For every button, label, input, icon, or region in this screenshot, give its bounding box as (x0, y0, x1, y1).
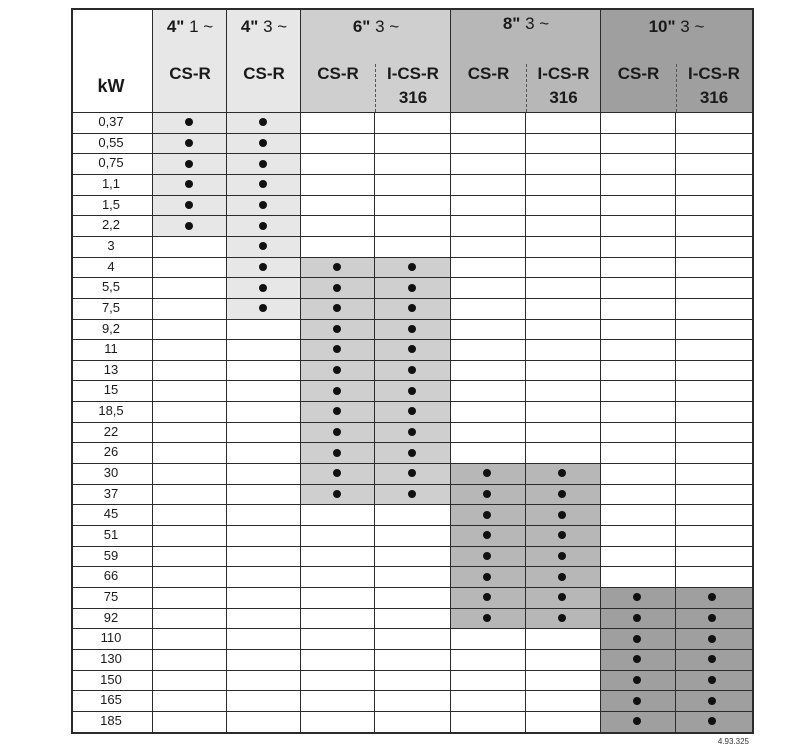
availability-dot (333, 387, 341, 395)
availability-dot (708, 614, 716, 622)
availability-dot (708, 676, 716, 684)
kw-value: 185 (100, 712, 122, 728)
availability-dot (333, 325, 341, 333)
availability-dot (483, 511, 491, 519)
availability-dot (708, 635, 716, 643)
group-size: 4" (240, 17, 259, 36)
col-header-4 (375, 62, 451, 110)
col-header-2 (227, 62, 301, 86)
availability-dot (259, 222, 267, 230)
kw-value: 0,75 (98, 155, 124, 171)
availability-dot (558, 552, 566, 560)
col-header-line1: CS-R (243, 64, 285, 83)
availability-dot (333, 428, 341, 436)
group-phase: 1 ~ (189, 17, 214, 36)
kw-value: 22 (103, 423, 119, 439)
col-header-line2: 316 (549, 88, 578, 107)
availability-dot (408, 387, 416, 395)
kw-value: 0,37 (98, 114, 124, 129)
kw-value: 59 (103, 547, 119, 563)
availability-dot (408, 284, 416, 292)
availability-dot (259, 201, 267, 209)
kw-value: 4 (107, 258, 115, 274)
col-header-line2: 316 (398, 88, 428, 107)
col-header-3 (301, 62, 375, 86)
group-size: 8" (502, 14, 521, 33)
availability-dot (408, 325, 416, 333)
kw-value: 30 (103, 465, 119, 481)
availability-dot (558, 614, 566, 622)
availability-dot (558, 511, 566, 519)
kw-header: kW (97, 76, 125, 96)
availability-dot (633, 635, 641, 643)
availability-dot (408, 449, 416, 457)
kw-value: 110 (100, 630, 122, 646)
kw-value: 5,5 (101, 279, 121, 295)
availability-dot (408, 490, 416, 498)
group-10in (601, 17, 752, 37)
availability-dot (259, 160, 267, 168)
availability-dot (185, 139, 193, 147)
availability-dot (633, 676, 641, 684)
availability-dot (483, 573, 491, 581)
availability-dot (408, 428, 416, 436)
availability-dot (483, 490, 491, 498)
kw-value: 66 (103, 568, 119, 584)
group-4in-1ph (153, 17, 227, 37)
kw-value: 150 (100, 671, 122, 687)
kw-value: 15 (103, 382, 119, 398)
kw-value: 7,5 (101, 299, 121, 315)
kw-value: 165 (100, 692, 122, 708)
compatibility-table (71, 8, 752, 732)
kw-value: 130 (100, 650, 122, 666)
availability-dot (558, 573, 566, 581)
kw-value: 26 (103, 444, 119, 460)
col-header-line2: 316 (699, 88, 729, 107)
kw-value: 13 (103, 361, 119, 377)
group-phase: 3 ~ (680, 17, 705, 36)
kw-value: 45 (103, 506, 119, 522)
kw-value: 3 (107, 237, 115, 253)
kw-value: 18,5 (98, 403, 124, 419)
availability-dot (483, 552, 491, 560)
group-6in (301, 17, 451, 37)
kw-value: 75 (103, 588, 119, 604)
col-header-line1: CS-R (317, 64, 359, 83)
group-size: 10" (648, 17, 676, 36)
col-header-1 (153, 62, 227, 86)
availability-dot (185, 222, 193, 230)
group-phase: 3 ~ (525, 14, 550, 33)
availability-dot (185, 160, 193, 168)
availability-dot (633, 697, 641, 705)
col-header-line1: CS-R (169, 64, 211, 83)
col-header-5 (451, 62, 526, 86)
availability-dot (408, 263, 416, 271)
kw-value: 0,55 (98, 134, 124, 150)
col-header-line1: I-CS-R (387, 64, 439, 83)
group-8in (451, 14, 601, 34)
kw-value: 1,1 (101, 175, 121, 191)
group-phase: 3 ~ (263, 17, 288, 36)
availability-dot (558, 490, 566, 498)
col-header-8 (676, 62, 752, 110)
group-4in-3ph (227, 17, 301, 37)
figure-code: 4.93.325 (717, 737, 749, 746)
group-size: 4" (166, 17, 185, 36)
availability-dot (708, 697, 716, 705)
availability-dot (259, 263, 267, 271)
col-header-line1: I-CS-R (688, 64, 740, 83)
availability-dot (333, 490, 341, 498)
kw-value: 1,5 (101, 196, 121, 212)
group-size: 6" (352, 17, 371, 36)
col-header-6 (526, 62, 601, 110)
kw-value: 2,2 (101, 217, 121, 233)
availability-dot (185, 201, 193, 209)
availability-dot (483, 614, 491, 622)
availability-dot (259, 284, 267, 292)
kw-value: 37 (103, 485, 119, 501)
availability-dot (333, 263, 341, 271)
availability-dot (633, 614, 641, 622)
col-header-line1: CS-R (467, 64, 510, 83)
col-header-7 (601, 62, 676, 86)
availability-dot (333, 449, 341, 457)
availability-dot (333, 284, 341, 292)
group-phase: 3 ~ (375, 17, 400, 36)
availability-dot (259, 139, 267, 147)
kw-value: 9,2 (101, 320, 121, 336)
col-header-line1: CS-R (617, 64, 660, 83)
kw-value: 11 (104, 341, 118, 357)
col-header-line1: I-CS-R (537, 64, 590, 83)
kw-value: 92 (103, 609, 119, 625)
kw-value: 51 (103, 527, 119, 542)
